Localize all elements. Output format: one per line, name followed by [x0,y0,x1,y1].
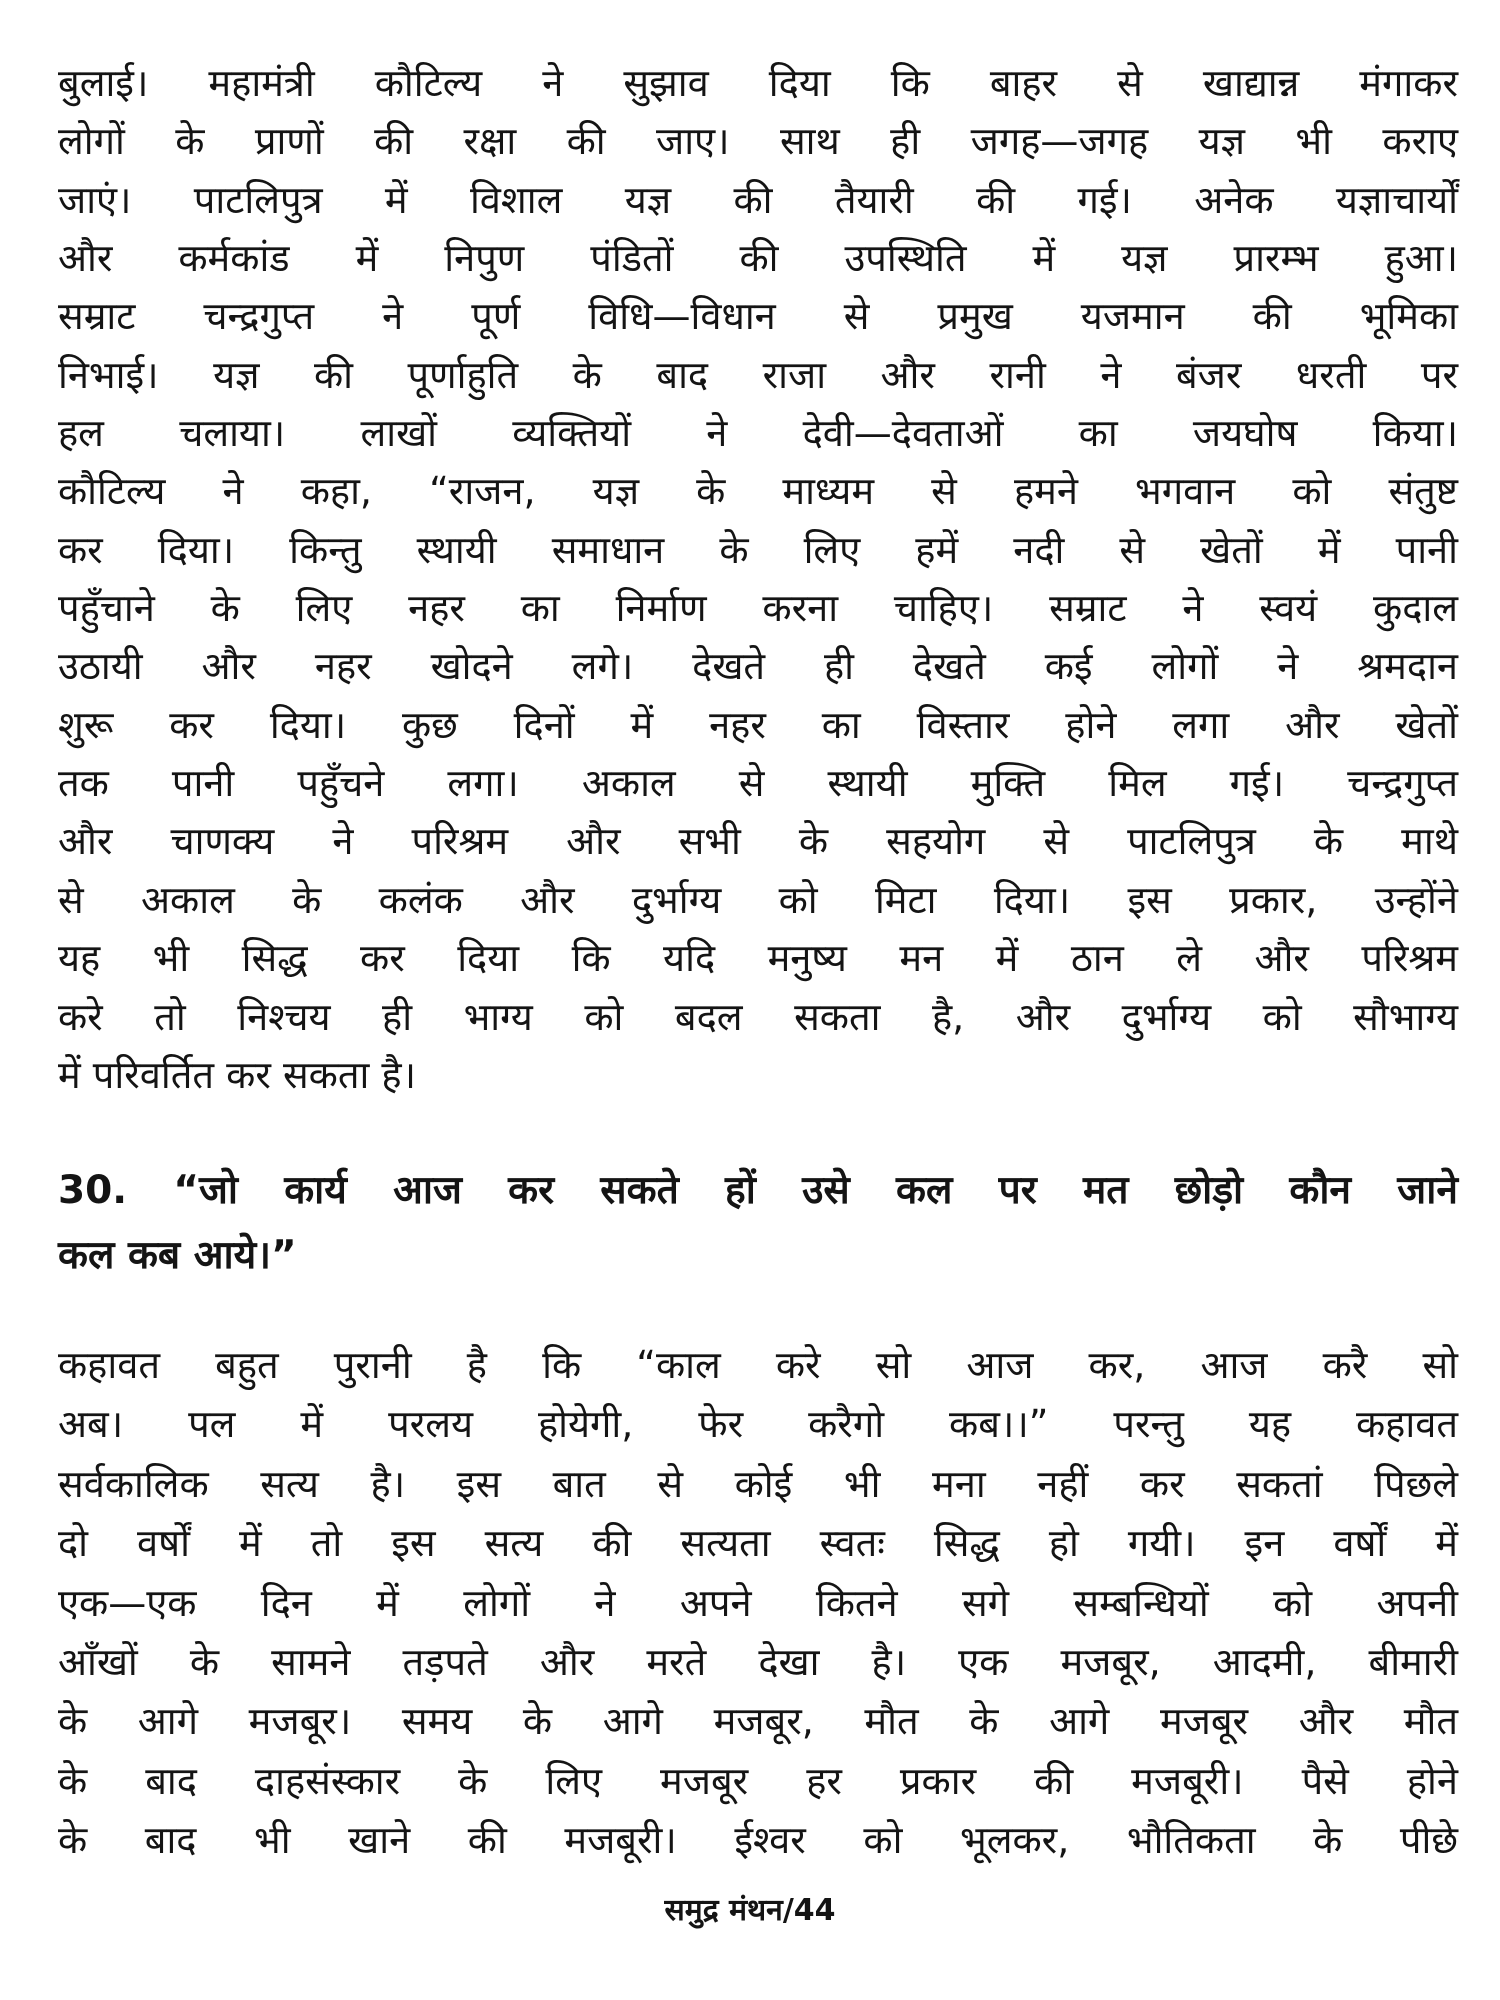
text-line: आँखों के सामने तड़पते और मरते देखा है। एक मजबूर, आदमी, बीमारी [58,1639,1458,1684]
page-footer: समुद्र मंथन/44 [664,1893,836,1928]
text-line: में परिवर्तित कर सकता है। [58,1052,416,1097]
paragraph-2 [58,1336,1458,1871]
text-line: शुरू कर दिया। कुछ दिनों में नहर का विस्तार होने लगा और खेतों [58,702,1458,747]
text-line: से अकाल के कलंक और दुर्भाग्य को मिटा दिया। इस प्रकार, उन्होंने [58,877,1458,922]
text-line: के बाद दाहसंस्कार के लिए मजबूर हर प्रकार की मजबूरी। पैसे होने [58,1758,1458,1803]
text-line: तक पानी पहुँचने लगा। अकाल से स्थायी मुक्ति मिल गई। चन्द्रगुप्त [58,761,1458,806]
text-line: एक—एक दिन में लोगों ने अपने कितने सगे सम्बन्धियों को अपनी [58,1580,1458,1625]
text-line: बुलाई। महामंत्री कौटिल्य ने सुझाव दिया कि बाहर से खाद्यान्न मंगाकर [58,61,1458,105]
text-line: जाएं। पाटलिपुत्र में विशाल यज्ञ की तैयारी की गई। अनेक यज्ञाचार्यों [58,177,1458,222]
section-heading [58,1158,1458,1288]
text-line: सर्वकालिक सत्य है। इस बात से कोई भी मना नहीं कर सकतां पिछले [58,1461,1458,1506]
text-line: कौटिल्य ने कहा, “राजन, यज्ञ के माध्यम से हमने भगवान को संतुष्ट [58,469,1458,514]
text-line: के आगे मजबूर। समय के आगे मजबूर, मौत के आगे मजबूर और मौत [58,1699,1458,1744]
text-line: कहावत बहुत पुरानी है कि “काल करे सो आज कर, आज करै सो [58,1343,1458,1387]
text-line: कर दिया। किन्तु स्थायी समाधान के लिए हमें नदी से खेतों में पानी [58,527,1458,572]
text-line: पहुँचाने के लिए नहर का निर्माण करना चाहिए। सम्राट ने स्वयं कुदाल [58,586,1458,631]
text-line: करे तो निश्चय ही भाग्य को बदल सकता है, और दुर्भाग्य को सौभाग्य [58,994,1458,1039]
text-line: अब। पल में परलय होयेगी, फेर करैगो कब।।” परन्तु यह कहावत [58,1402,1458,1447]
heading-line: कल कब आये।” [58,1233,297,1278]
text-line: और चाणक्य ने परिश्रम और सभी के सहयोग से पाटलिपुत्र के माथे [58,819,1458,864]
text-line: लोगों के प्राणों की रक्षा की जाए। साथ ही जगह—जगह यज्ञ भी कराए [58,119,1458,164]
text-line: उठायी और नहर खोदने लगे। देखते ही देखते कई लोगों ने श्रमदान [58,644,1458,689]
text-line: दो वर्षों में तो इस सत्य की सत्यता स्वतः सिद्ध हो गयी। इन वर्षों में [58,1521,1458,1566]
text-line: निभाई। यज्ञ की पूर्णाहुति के बाद राजा और रानी ने बंजर धरती पर [58,352,1458,397]
text-line: के बाद भी खाने की मजबूरी। ईश्वर को भूलकर, भौतिकता के पीछे [58,1818,1458,1863]
text-line: और कर्मकांड में निपुण पंडितों की उपस्थिति में यज्ञ प्रारम्भ हुआ। [58,236,1458,281]
heading-line: 30. “जो कार्य आज कर सकते हों उसे कल पर मत छोड़ो कौन जाने [58,1168,1458,1213]
text-line: सम्राट चन्द्रगुप्त ने पूर्ण विधि—विधान से प्रमुख यजमान की भूमिका [58,294,1458,339]
paragraph-1 [58,54,1458,1104]
text-line: हल चलाया। लाखों व्यक्तियों ने देवी—देवताओं का जयघोष किया। [58,411,1458,456]
text-line: यह भी सिद्ध कर दिया कि यदि मनुष्य मन में ठान ले और परिश्रम [58,936,1458,981]
